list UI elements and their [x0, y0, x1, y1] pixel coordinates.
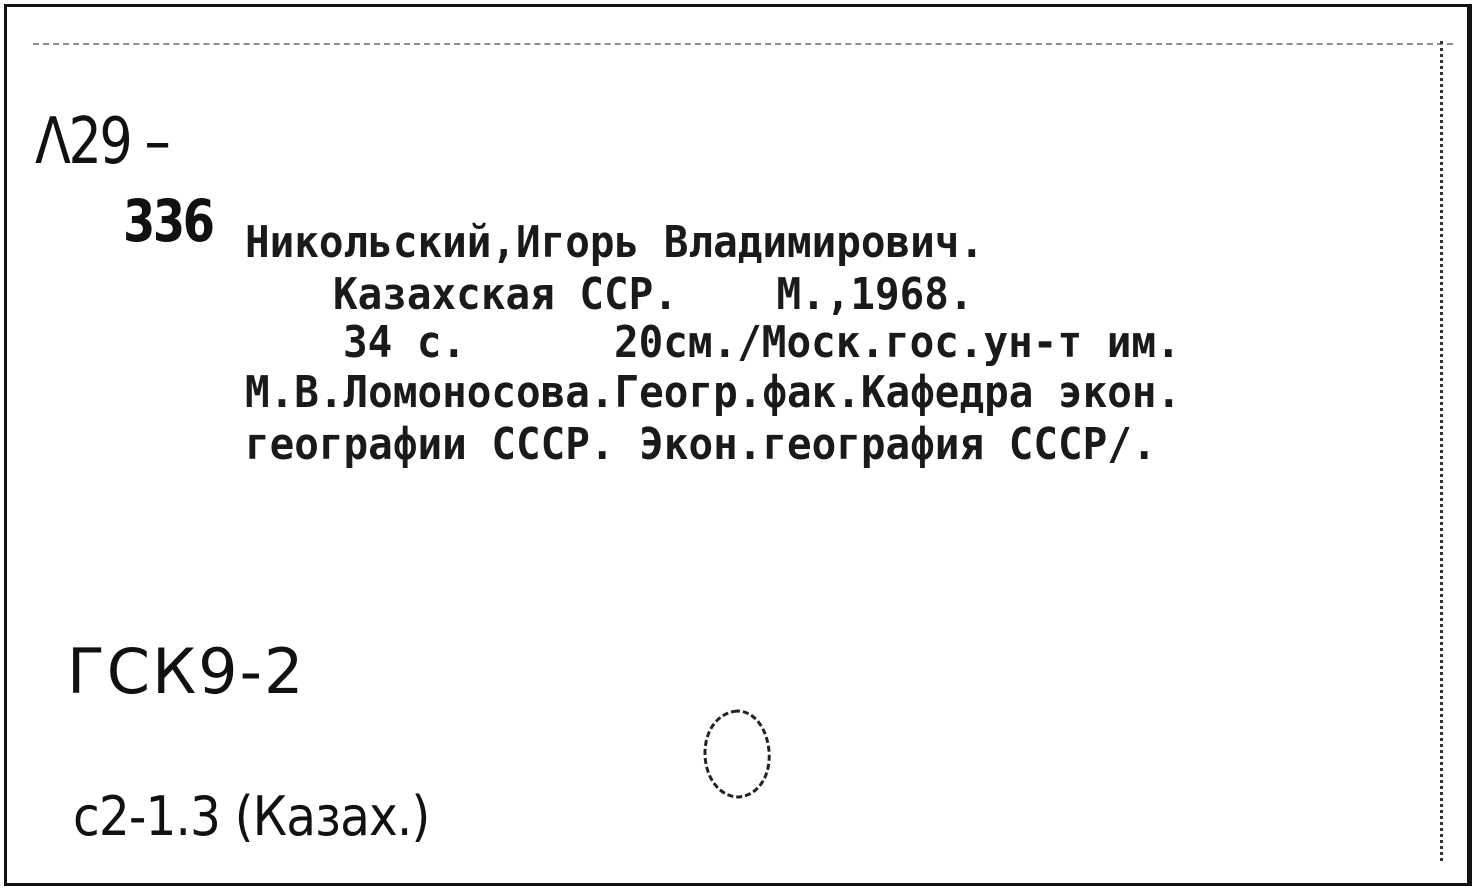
- series-line-1: М.В.Ломоносова.Геогр.фак.Кафедра экон.: [245, 367, 1182, 418]
- series-line-2: географии СССР. Экон.география СССР/.: [245, 419, 1157, 470]
- subject-code: с2-1.3 (Казах.): [73, 785, 430, 848]
- catalog-card: [4, 4, 1472, 886]
- shelf-mark-line2: 336: [123, 187, 213, 255]
- shelf-mark-line1: Λ29 –: [35, 105, 169, 179]
- classification-code: ГСК9-2: [67, 635, 306, 708]
- collation-line: 34 с. 20см./Моск.гос.ун-т им.: [343, 317, 1181, 368]
- top-rule: [33, 43, 1453, 45]
- author-line: Никольский,Игорь Владимирович.: [245, 217, 985, 268]
- title-imprint-line: Казахская ССР. М.,1968.: [333, 269, 974, 320]
- punch-hole-mark: [697, 707, 777, 801]
- right-edge-rule: [1440, 41, 1443, 861]
